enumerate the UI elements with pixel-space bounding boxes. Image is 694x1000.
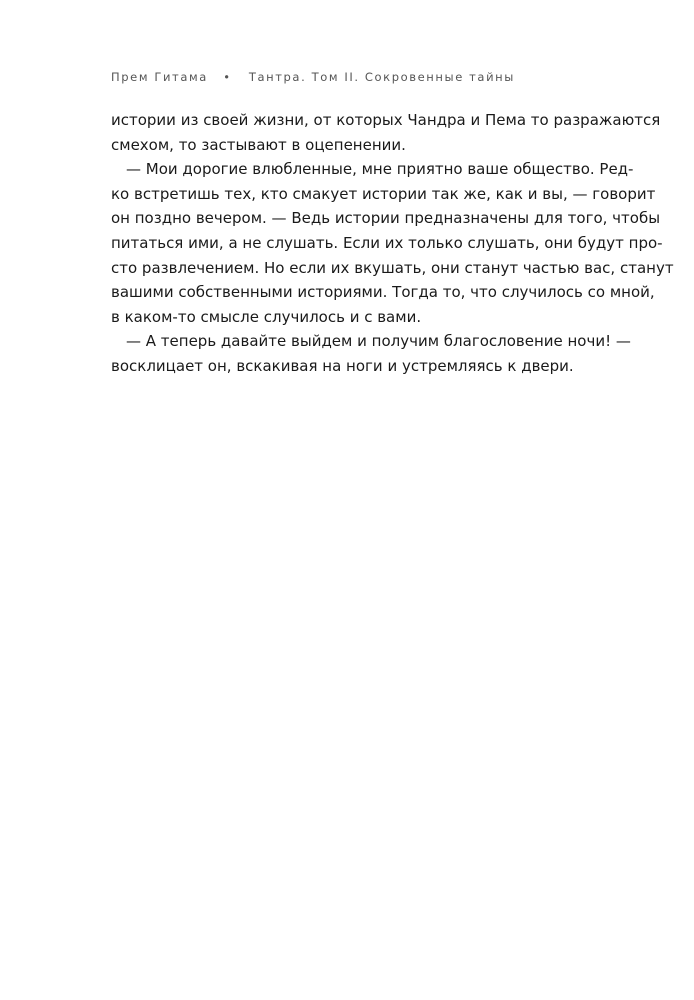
text-line: он поздно вечером. — Ведь истории предназначены для того, чтобы: [111, 209, 661, 228]
text-line: в каком-то смысле случилось и с вами.: [111, 307, 422, 326]
text-line: восклицает он, вскакивая на ноги и устремляясь к двери.: [111, 356, 574, 375]
text-line: вашими собственными историями. Тогда то, что случилось со мной,: [111, 283, 655, 302]
text-line: смехом, то застывают в оцепенении.: [111, 135, 406, 154]
header-author: Прем Гитама: [111, 70, 208, 84]
text-line: истории из своей жизни, от которых Чандра и Пема то разражаются: [111, 111, 661, 129]
text-line: сто развлечением. Но если их вкушать, они станут частью вас, станут: [111, 258, 674, 277]
text-line: — А теперь давайте выйдем и получим благословение ночи! —: [126, 332, 631, 351]
header-separator-bullet: •: [223, 70, 232, 84]
running-header: [111, 70, 591, 84]
text-line: ко встретишь тех, кто смакует истории так же, как и вы, — говорит: [111, 184, 656, 203]
body-text: [111, 108, 674, 379]
text-line: — Мои дорогие влюбленные, мне приятно ваше общество. Ред-: [126, 160, 634, 179]
header-book-title: Тантра. Том II. Сокровенные тайны: [248, 70, 515, 84]
text-line: питаться ими, а не слушать. Если их только слушать, они будут про-: [111, 233, 663, 252]
